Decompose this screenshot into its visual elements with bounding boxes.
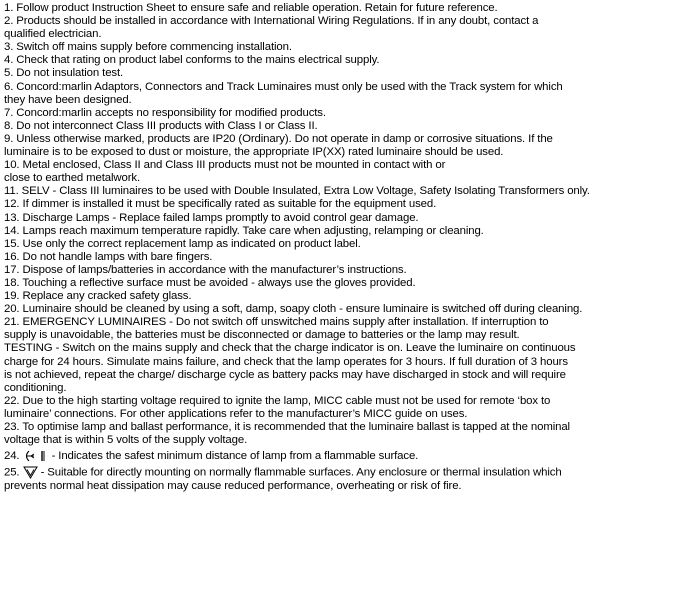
item-24-number: 24. xyxy=(4,450,20,463)
instruction-item-25-continuation: prevents normal heat dissipation may cause reduced performance, overheating or risk of fire. xyxy=(4,479,462,492)
text-line: 20. Luminaire should be cleaned by using a soft, damp, soapy cloth - ensure luminaire is switched off during cleaning. xyxy=(4,303,583,316)
text-line: 4. Check that rating on product label conforms to the mains electrical supply. xyxy=(4,54,380,67)
item-25-text: - Suitable for directly mounting on normally flammable surfaces. Any enclosure or thermal insulation which xyxy=(37,466,562,479)
text-line: luminaire is to be exposed to dust or moisture, the appropriate IP(XX) rated luminaire should be used. xyxy=(4,146,504,159)
text-line: 19. Replace any cracked safety glass. xyxy=(4,290,192,303)
text-line: 10. Metal enclosed, Class II and Class III products must not be mounted in contact with or xyxy=(4,159,446,172)
flammable-surface-symbol-icon xyxy=(23,466,38,479)
text-line: 16. Do not handle lamps with bare fingers. xyxy=(4,250,213,263)
text-line: 13. Discharge Lamps - Replace failed lamps promptly to avoid control gear damage. xyxy=(4,211,419,224)
text-line: qualified electrician. xyxy=(4,28,102,41)
text-line: 9. Unless otherwise marked, products are IP20 (Ordinary). Do not operate in damp or corrosive situations. If the xyxy=(4,132,553,145)
text-line: 23. To optimise lamp and ballast performance, it is recommended that the luminaire ballast is tapped at the nominal xyxy=(4,421,570,433)
text-line: conditioning. xyxy=(4,381,67,394)
text-line: 8. Do not interconnect Class III products with Class I or Class II. xyxy=(4,119,318,132)
text-line: 22. Due to the high starting voltage required to ignite the lamp, MICC cable must not be used for remote ‘box to xyxy=(4,394,551,407)
item-24-text: - Indicates the safest minimum distance of lamp from a flammable surface. xyxy=(48,450,419,463)
text-line: 17. Dispose of lamps/batteries in accordance with the manufacturer’s instructions. xyxy=(4,263,407,276)
text-line: voltage that is within 5 volts of the supply voltage. xyxy=(4,434,248,447)
item-25-number: 25. xyxy=(4,466,20,479)
text-line: 18. Touching a reflective surface must be avoided - always use the gloves provided. xyxy=(4,276,416,289)
text-line: 21. EMERGENCY LUMINAIRES - Do not switch off unswitched mains supply after installation. If interruption to xyxy=(4,316,549,329)
text-line: is not achieved, repeat the charge/ discharge cycle as battery packs may have discharged in stock and will require xyxy=(4,368,566,381)
text-line: 2. Products should be installed in accordance with International Wiring Regulations. If in any doubt, contact a xyxy=(4,15,539,28)
text-line: 5. Do not insulation test. xyxy=(4,67,124,80)
text-line: 1. Follow product Instruction Sheet to ensure safe and reliable operation. Retain for future reference. xyxy=(4,2,498,14)
minimum-distance-symbol-icon xyxy=(23,450,49,462)
text-line: they have been designed. xyxy=(4,93,132,106)
text-line: 12. If dimmer is installed it must be specifically rated as suitable for the equipment used. xyxy=(4,198,437,211)
text-line: 6. Concord:marlin Adaptors, Connectors and Track Luminaires must only be used with the Track system for which xyxy=(4,80,563,93)
text-line: TESTING - Switch on the mains supply and check that the charge indicator is on. Leave the luminaire on continuous xyxy=(4,342,576,355)
text-line: 11. SELV - Class III luminaires to be used with Double Insulated, Extra Low Voltage, Safety Isolating Transformers only. xyxy=(4,185,590,198)
text-line: supply is unavoidable, the batteries must be disconnected or damage to batteries or the lamp may result. xyxy=(4,329,520,342)
text-line: 7. Concord:marlin accepts no responsibility for modified products. xyxy=(4,106,326,119)
text-line: 15. Use only the correct replacement lamp as indicated on product label. xyxy=(4,237,361,250)
text-line: close to earthed metalwork. xyxy=(4,172,141,185)
instruction-lines xyxy=(4,2,687,447)
instruction-item-24 xyxy=(4,450,687,463)
instruction-item-25 xyxy=(4,466,687,480)
text-line: luminaire’ connections. For other applications refer to the manufacturer’s MICC guide on uses. xyxy=(4,407,468,420)
text-line: 14. Lamps reach maximum temperature rapidly. Take care when adjusting, relamping or cleaning. xyxy=(4,224,484,237)
text-line: charge for 24 hours. Simulate mains failure, and check that the lamp operates for 3 hours. If full duration of 3 hours xyxy=(4,355,568,368)
text-line: 3. Switch off mains supply before commencing installation. xyxy=(4,41,292,54)
